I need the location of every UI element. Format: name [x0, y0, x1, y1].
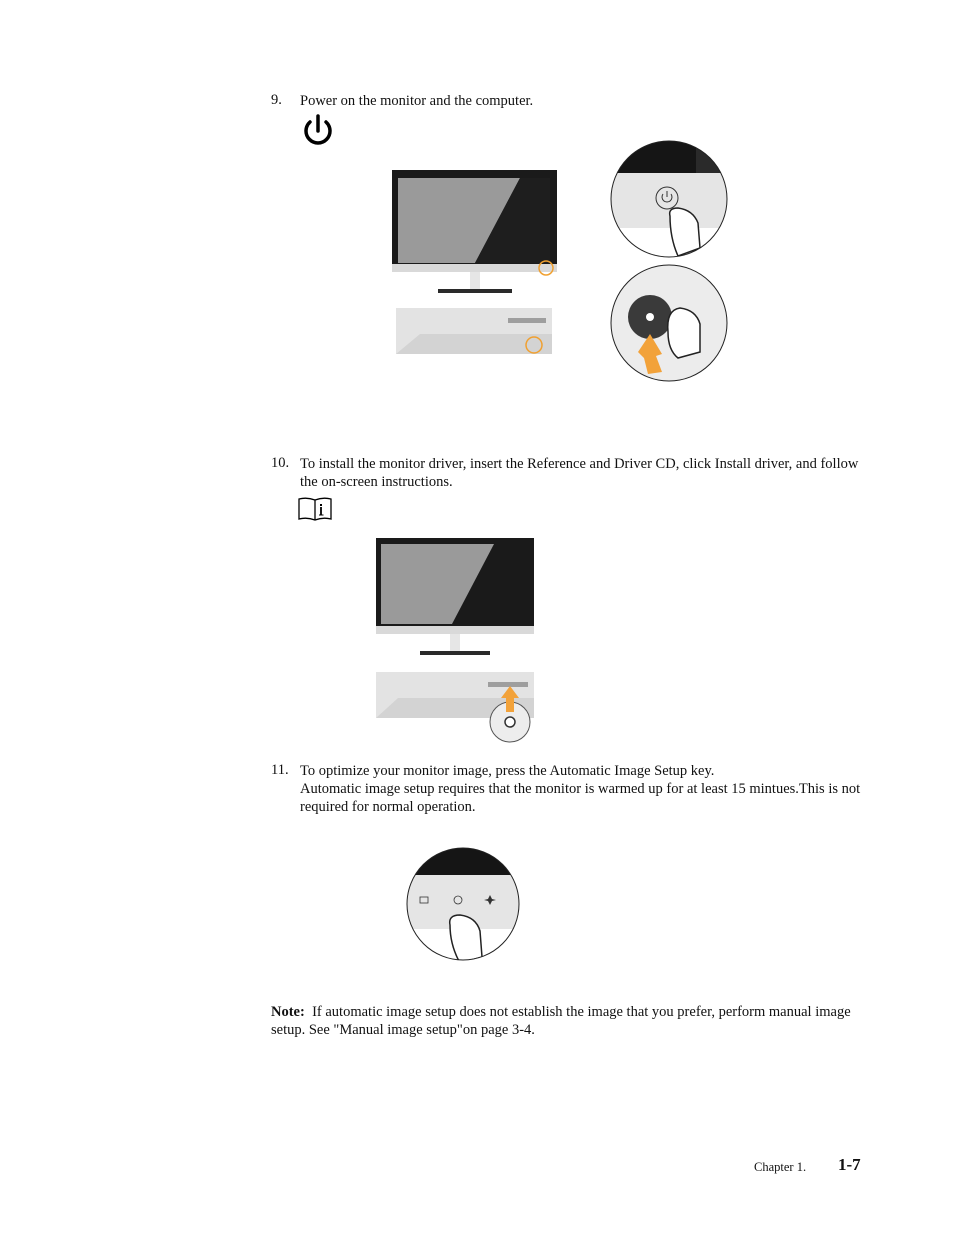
- step-9-number: 9.: [271, 92, 282, 108]
- monitor-power-button-detail: [608, 138, 730, 260]
- driver-cd-illustration: [374, 536, 536, 746]
- note-paragraph: [271, 1003, 861, 1039]
- power-icon: [300, 112, 336, 150]
- step-11-text: To optimize your monitor image, press the Automatic Image Setup key.: [300, 763, 715, 779]
- monitor-power-illustration: [390, 168, 560, 358]
- step-11-subtext: Automatic image setup requires that the monitor is warmed up for at least 15 mintues.This is not required for normal operation.: [300, 781, 861, 815]
- footer-chapter: Chapter 1.: [754, 1160, 807, 1174]
- step-11-number: 11.: [271, 762, 289, 778]
- note-text: If automatic image setup does not establish the image that you prefer, perform manual image setup. See "Manual image setup"on page 3-4.: [271, 1004, 851, 1038]
- step-10-text: To install the monitor driver, insert the Reference and Driver CD, click Install driver, and follow the on-screen instructions.: [300, 456, 859, 490]
- step-9-text: Power on the monitor and the computer.: [300, 93, 534, 109]
- pc-power-button-detail: [608, 262, 730, 384]
- footer-page-number: 1-7: [838, 1155, 861, 1174]
- step-10-number: 10.: [271, 455, 290, 471]
- auto-image-setup-key-detail: [404, 845, 522, 963]
- note-label: Note:: [271, 1004, 305, 1020]
- info-book-icon: [297, 496, 333, 522]
